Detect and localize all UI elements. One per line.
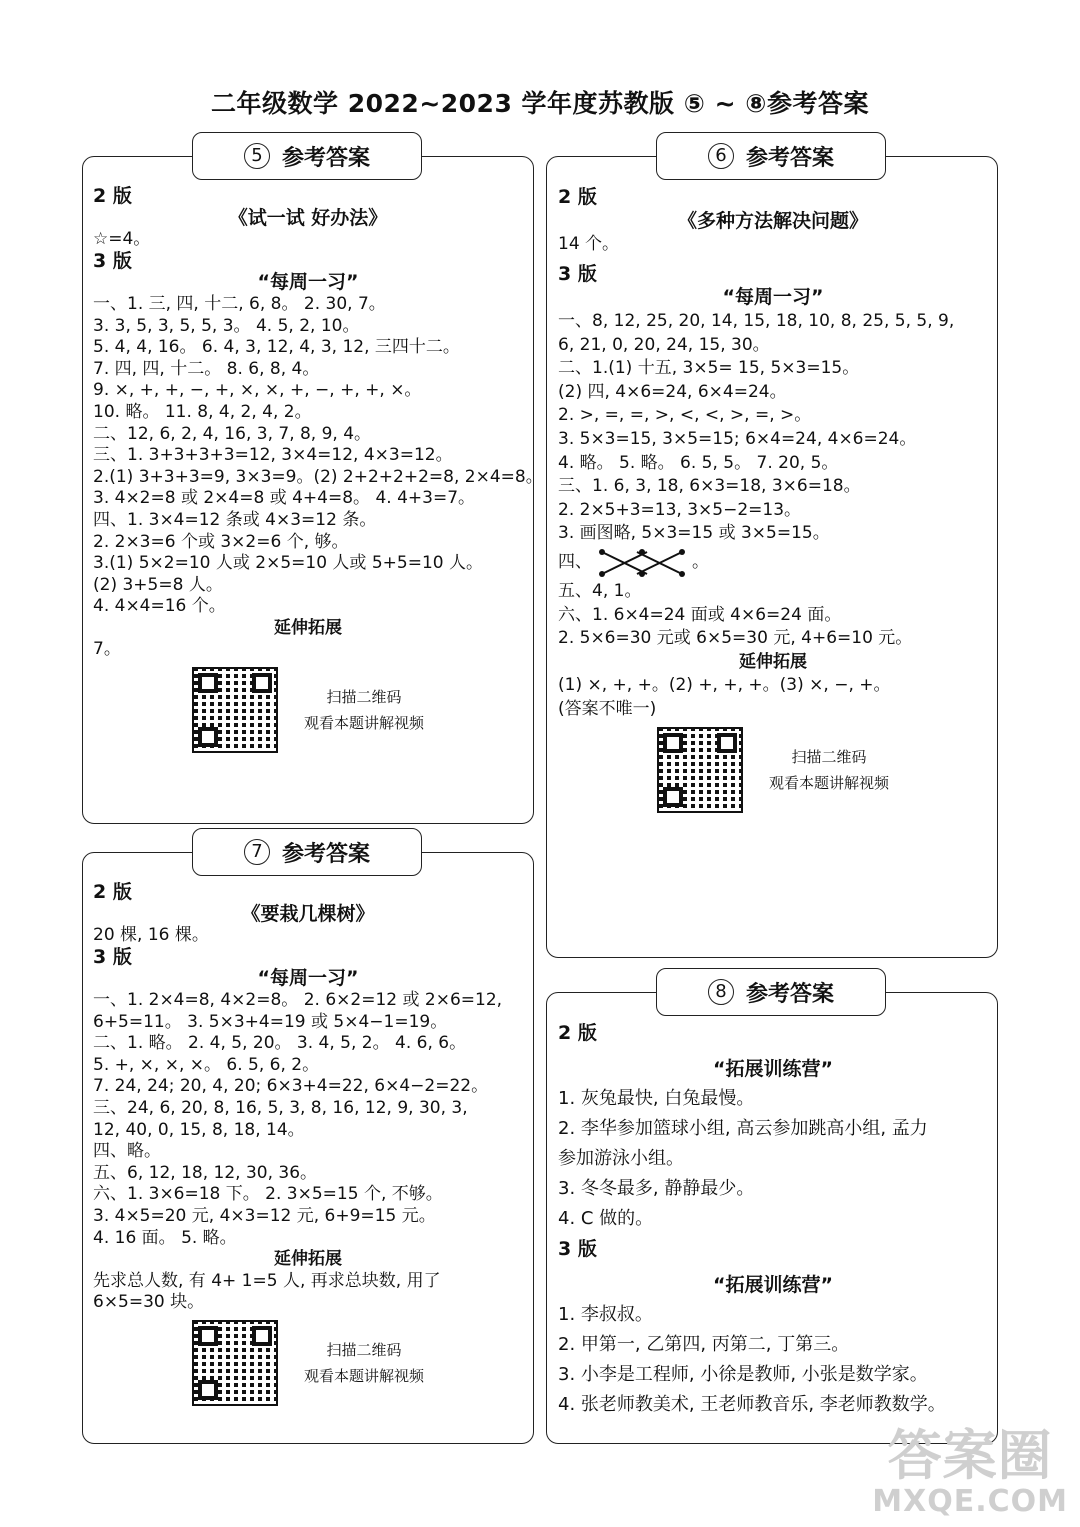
version-label: 3 版: [558, 1238, 597, 1260]
answer-line: 3.(1) 5×2=10 人或 2×5=10 人或 5+5=10 人。: [93, 553, 483, 574]
qr-finder-icon: [717, 733, 737, 753]
answer-line: 9. ×, +, +, −, +, ×, ×, +, −, +, +, ×。: [93, 380, 422, 401]
tab-label: 参考答案: [281, 841, 370, 867]
answer-line: 1. 李叔叔。: [558, 1304, 653, 1325]
answer-line: 4. 张老师教美术, 王老师教音乐, 李老师教数学。: [558, 1394, 946, 1415]
version-label: 2 版: [93, 881, 132, 903]
answer-line: 四、略。: [93, 1141, 161, 1162]
tab-label: 参考答案: [281, 145, 370, 171]
matching-dot: [639, 549, 645, 555]
circled-number: 8: [708, 979, 734, 1005]
answer-line: 7。: [93, 639, 121, 660]
answer-line: 14 个。: [558, 234, 620, 255]
page-title: 二年级数学 2022~2023 学年度苏教版 ⑤ ~ ⑧参考答案: [211, 89, 869, 118]
extension-heading: 延伸拓展: [739, 651, 807, 672]
matching-dot: [599, 549, 605, 555]
answer-line: 2. 2×5+3=13, 3×5−2=13。: [558, 499, 802, 520]
answer-line: 4. 16 面。 5. 略。: [93, 1227, 237, 1248]
question-number: 四、: [558, 552, 592, 573]
answer-line: 先求总人数, 有 4+ 1=5 人, 再求总块数, 用了: [93, 1270, 441, 1291]
answer-line: 五、6, 12, 18, 12, 30, 36。: [93, 1162, 318, 1183]
answer-line: 参加游泳小组。: [558, 1148, 684, 1169]
answer-line: 3. 小李是工程师, 小徐是教师, 小张是数学家。: [558, 1364, 928, 1385]
answer-line: 一、8, 12, 25, 20, 14, 15, 18, 10, 8, 25, 5, 5, 9,: [558, 310, 955, 331]
answer-line: 一、1. 三, 四, 十二, 6, 8。 2. 30, 7。: [93, 293, 386, 314]
qr-finder-icon: [198, 1380, 218, 1400]
answer-line: 三、24, 6, 20, 8, 16, 5, 3, 8, 16, 12, 9, 30, 3,: [93, 1097, 468, 1118]
period-mark: 。: [692, 552, 709, 573]
answer-line: 3. 3, 5, 3, 5, 5, 3。 4. 5, 2, 10。: [93, 315, 360, 336]
answer-line: 10. 略。 11. 8, 4, 2, 4, 2。: [93, 401, 312, 422]
answer-line: 5. +, ×, ×, ×。 6. 5, 6, 2。: [93, 1054, 320, 1075]
qr-caption-line: 观看本题讲解视频: [303, 714, 424, 733]
watermark-url: MXQE.COM: [872, 1484, 1068, 1519]
answer-line: 一、1. 2×4=8, 4×2=8。 2. 6×2=12 或 2×6=12,: [93, 989, 503, 1010]
qr-code-icon: [192, 667, 278, 753]
qr-finder-icon: [252, 673, 272, 693]
qr-code-icon: [657, 727, 743, 813]
answer-line: 3. 4×2=8 或 2×4=8 或 4+4=8。 4. 4+3=7。: [93, 488, 476, 509]
subsection-heading: 《多种方法解决问题》: [677, 209, 868, 232]
section-8-tab: [656, 968, 886, 1016]
qr-caption-line: 扫描二维码: [326, 688, 402, 707]
answer-line: 六、1. 6×4=24 面或 4×6=24 面。: [558, 604, 842, 625]
watermark-logo: 答案圈: [887, 1424, 1053, 1487]
matching-figure-row: [558, 546, 988, 580]
answer-line: 三、1. 6, 3, 18, 6×3=18, 3×6=18。: [558, 476, 861, 497]
qr-caption-line: 扫描二维码: [326, 1340, 402, 1359]
answer-line: 二、12, 6, 2, 4, 16, 3, 7, 8, 9, 4。: [93, 423, 372, 444]
answer-line: 四、1. 3×4=12 条或 4×3=12 条。: [93, 509, 377, 530]
section-7-tab: [192, 828, 422, 876]
answer-line: 6, 21, 0, 20, 24, 15, 30。: [558, 334, 770, 355]
answer-line: (2) 四, 4×6=24, 6×4=24。: [558, 381, 787, 402]
qr-caption: [304, 1337, 424, 1389]
extension-heading: 延伸拓展: [274, 1249, 342, 1270]
answer-line: ☆=4。: [93, 229, 151, 250]
answer-line: 2. 甲第一, 乙第四, 丙第二, 丁第三。: [558, 1334, 850, 1355]
qr-finder-icon: [663, 787, 683, 807]
answer-line: (2) 3+5=8 人。: [93, 574, 223, 595]
qr-caption-line: 观看本题讲解视频: [768, 774, 889, 793]
circled-number: 5: [244, 143, 270, 169]
answer-line: 3. 5×3=15, 3×5=15; 6×4=24, 4×6=24。: [558, 428, 917, 449]
qr-caption-line: 扫描二维码: [791, 748, 867, 767]
answer-line: 二、1. 略。 2. 4, 5, 20。 3. 4, 5, 2。 4. 6, 6。: [93, 1033, 467, 1054]
section-6-content: [558, 186, 988, 813]
section-5-content: [93, 185, 543, 753]
subsection-heading: “拓展训练营”: [713, 1058, 833, 1080]
answer-line: (1) ×, +, +。(2) +, +, +。(3) ×, −, +。: [558, 675, 891, 696]
answer-line: 五、4, 1。: [558, 580, 642, 601]
extension-heading: 延伸拓展: [274, 617, 342, 638]
qr-code-block: [93, 667, 523, 753]
watermark: [872, 1424, 1068, 1519]
version-label: 2 版: [558, 1022, 597, 1044]
answer-line: 3. 4×5=20 元, 4×3=12 元, 6+9=15 元。: [93, 1205, 436, 1226]
answer-line: 二、1.(1) 十五, 3×5= 15, 5×3=15。: [558, 358, 860, 379]
answer-line: 2. 5×6=30 元或 6×5=30 元, 4+6=10 元。: [558, 628, 913, 649]
subsection-heading: “拓展训练营”: [713, 1274, 833, 1296]
section-6-tab: [656, 132, 886, 180]
matching-dot: [639, 571, 645, 577]
matching-dot: [679, 549, 685, 555]
answer-line: 7. 24, 24; 20, 4, 20; 6×3+4=22, 6×4−2=22。: [93, 1076, 489, 1097]
matching-dot: [599, 571, 605, 577]
section-8-content: [558, 1018, 988, 1420]
qr-caption: [769, 744, 889, 796]
qr-finder-icon: [663, 733, 683, 753]
section-5-tab: [192, 132, 422, 180]
answer-line: 六、1. 3×6=18 下。 2. 3×5=15 个, 不够。: [93, 1184, 443, 1205]
qr-finder-icon: [198, 727, 218, 747]
answer-line: 7. 四, 四, 十二。 8. 6, 8, 4。: [93, 358, 320, 379]
subsection-heading: 《要栽几棵树》: [241, 902, 375, 925]
subsection-heading: 《试一试 好办法》: [228, 206, 388, 229]
answer-line: 4. 4×4=16 个。: [93, 596, 226, 617]
qr-finder-icon: [198, 673, 218, 693]
subsection-heading: “每周一习”: [257, 271, 359, 294]
matching-lines-figure: [592, 546, 692, 580]
answer-line: 2.(1) 3+3+3=9, 3×3=9。(2) 2+2+2+2=8, 2×4=8。: [93, 466, 543, 487]
version-label: 3 版: [93, 249, 132, 272]
answer-line: 20 棵, 16 棵。: [93, 925, 209, 946]
qr-code-icon: [192, 1320, 278, 1406]
subsection-heading: “每周一习”: [722, 286, 824, 309]
qr-finder-icon: [252, 1326, 272, 1346]
circled-number: 6: [708, 143, 734, 169]
tab-label: 参考答案: [745, 145, 834, 171]
answer-line: 6+5=11。 3. 5×3+4=19 或 5×4−1=19。: [93, 1011, 448, 1032]
version-label: 3 版: [558, 262, 597, 285]
qr-caption: [304, 684, 424, 736]
answer-line: (答案不唯一): [558, 698, 657, 719]
answer-line: 6×5=30 块。: [93, 1292, 205, 1313]
qr-code-block: [93, 1320, 523, 1406]
subsection-heading: “每周一习”: [257, 967, 359, 990]
answer-line: 1. 灰兔最快, 白兔最慢。: [558, 1088, 755, 1109]
qr-code-block: [558, 727, 988, 813]
answer-line: 4. C 做的。: [558, 1208, 654, 1229]
version-label: 2 版: [93, 185, 132, 207]
version-label: 2 版: [558, 186, 597, 208]
answer-line: 3. 冬冬最多, 静静最少。: [558, 1178, 755, 1199]
version-label: 3 版: [93, 945, 132, 968]
answer-line: 3. 画图略, 5×3=15 或 3×5=15。: [558, 523, 830, 544]
answer-line: 2. 李华参加篮球小组, 高云参加跳高小组, 孟力: [558, 1118, 928, 1139]
circled-number: 7: [244, 839, 270, 865]
answer-line: 2. >, =, =, >, <, <, >, =, >。: [558, 405, 812, 426]
answer-line: 三、1. 3+3+3+3=12, 3×4=12, 4×3=12。: [93, 445, 453, 466]
qr-finder-icon: [198, 1326, 218, 1346]
matching-dot: [679, 571, 685, 577]
answer-line: 12, 40, 0, 15, 8, 18, 14。: [93, 1119, 305, 1140]
answer-line: 4. 略。 5. 略。 6. 5, 5。 7. 20, 5。: [558, 452, 839, 473]
qr-caption-line: 观看本题讲解视频: [303, 1366, 424, 1385]
tab-label: 参考答案: [745, 981, 834, 1007]
answer-line: 5. 4, 4, 16。 6. 4, 3, 12, 4, 3, 12, 三四十二。: [93, 337, 460, 358]
answer-line: 2. 2×3=6 个或 3×2=6 个, 够。: [93, 531, 349, 552]
section-7-content: [93, 882, 523, 1406]
